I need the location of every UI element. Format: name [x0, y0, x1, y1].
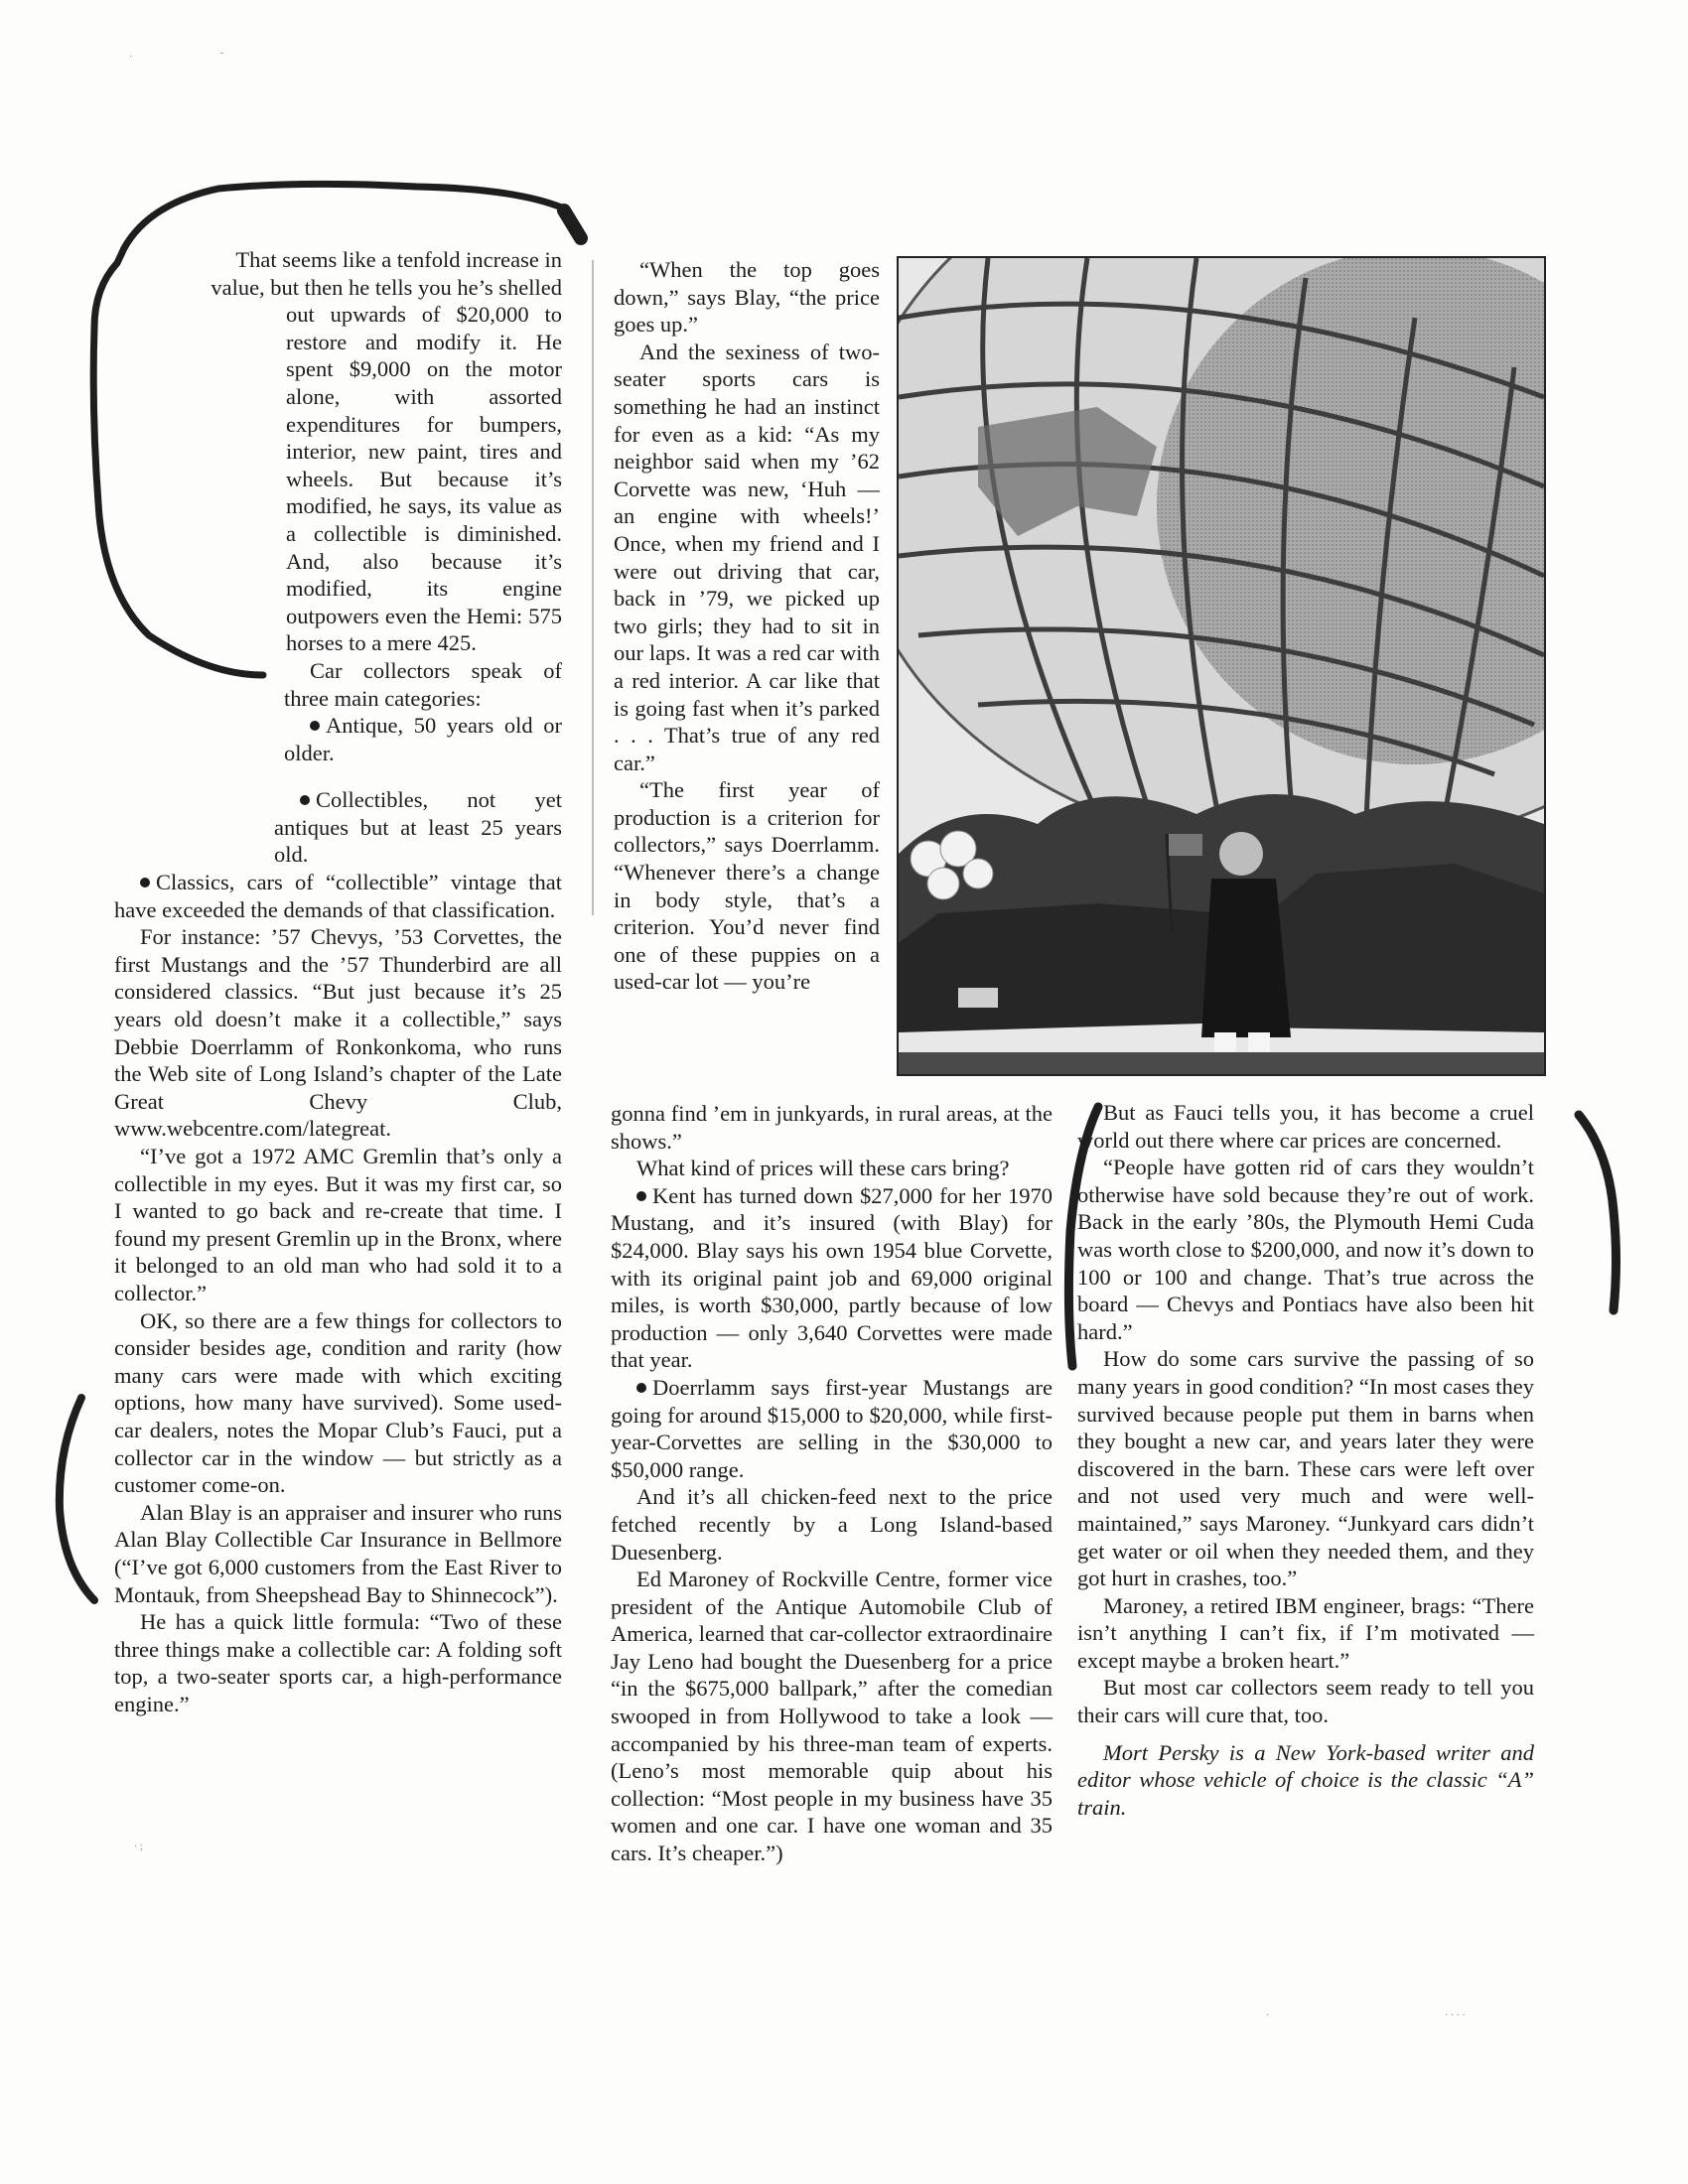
- paragraph: “The first year of production is a criterion for collectors,” says Doerrlamm. “Whenever there’s a change in body style, that’s a criterion. You’d never find one of these puppies on a used-car lot — you’re: [614, 777, 880, 995]
- paren-left-middle-mark: [60, 1398, 94, 1600]
- paragraph: How do some cars survive the passing of so many years in good condition? “In most cases they survived because people put them in barns when they bought a new car, and years later they were discovered in the barn. These cars were left over and not used very much and were well-maintained,” says Maroney. “Junkyard cars didn’t get water or oil when they needed them, and they got hurt in crashes, too.”: [1077, 1346, 1534, 1591]
- paragraph: OK, so there are a few things for collectors to consider besides age, condition and rarity (how many cars were made with which exciting options, how many have survived). Some used-car dealers, notes the Mopar Club’s Fauci, put a collector car in the window — but strictly as a customer come-on.: [114, 1307, 562, 1498]
- bullet-text: Antique, 50 years old or older.: [284, 713, 562, 765]
- paragraph: He has a quick little formula: “Two of these three things make a collectible car: A folding soft top, a two-seater sports car, a high-performance engine.”: [114, 1609, 562, 1716]
- bracket-top-left-tip: [564, 210, 581, 238]
- paragraph: gonna find ’em in junkyards, in rural areas, at the shows.”: [611, 1101, 1053, 1154]
- bullet-icon: [140, 878, 150, 887]
- bullet-icon: [310, 721, 320, 731]
- paragraph: And it’s all chicken-feed next to the price fetched recently by a Long Island-based Duesenberg.: [611, 1484, 1053, 1565]
- paragraph: But as Fauci tells you, it has become a cruel world out there where car prices are concerned.: [1077, 1100, 1534, 1153]
- article-column-1: [114, 246, 562, 1717]
- paragraph-line: value, but then he tells you he’s shelled: [211, 274, 562, 300]
- scan-speck: -: [220, 48, 224, 59]
- bullet-icon: [300, 795, 310, 805]
- paragraph: For instance: ’57 Chevys, ’53 Corvettes, the first Mustangs and the ’57 Thunderbird are all considered classics. “But just because it’s 25 years old doesn’t make it a collectible,” says Debbie Doerrlamm of Ronkonkoma, who runs the Web site of Long Island’s chapter of the Late Great Chevy Club, www.webcentre.com/lategreat.: [114, 924, 562, 1142]
- author-bio: Mort Persky is a New York-based writer and editor whose vehicle of choice is the classic “A” train.: [1077, 1739, 1534, 1820]
- article-column-3: [1077, 1099, 1534, 1821]
- paragraph: Ed Maroney of Rockville Centre, former vice president of the Antique Automobile Club of America, learned that car-collector extraordinaire Jay Leno had bought the Duesenberg for a price “in the $675,000 ballpark,” after the comedian swooped in from Hollywood to take a look — accompanied by his three-man team of experts. (Leno’s most memorable quip about his collection: “Most people in my business have 35 women and one car. I have one woman and 35 cars. It’s cheaper.”): [611, 1567, 1053, 1866]
- unisphere-photo-illustration: [899, 258, 1544, 1074]
- paragraph: “People have gotten rid of cars they wouldn’t otherwise have sold because they’re out of work. Back in the early ’80s, the Plymouth Hemi Cuda was worth close to $200,000, and now it’s down to 100 or 100 and change. That’s true across the board — Chevys and Pontiacs have also been hit hard.”: [1077, 1155, 1534, 1344]
- paragraph: “When the top goes down,” says Blay, “the price goes up.”: [614, 257, 880, 338]
- article-column-2-bottom: [611, 1100, 1053, 1867]
- mustang-left: [899, 903, 1236, 1032]
- paragraph: What kind of prices will these cars bring?: [636, 1156, 1010, 1181]
- person-head: [1219, 832, 1263, 876]
- bullet-text: Classics, cars of “collectible” vintage that have exceeded the demands of that classification.: [114, 870, 562, 922]
- bullet-item: [611, 1182, 1053, 1374]
- paragraph: But most car collectors seem ready to tell you their cars will cure that, too.: [1077, 1675, 1534, 1728]
- bullet-text: Collectibles, not yet antiques but at least 25 years old.: [274, 787, 562, 868]
- bullet-icon: [636, 1383, 646, 1393]
- bullet-item: [114, 869, 562, 923]
- paragraph: “I’ve got a 1972 AMC Gremlin that’s only a collectible in my eyes. But it was my first car, so I wanted to go back and re-create that time. I found my present Gremlin up in the Bronx, where it belonged to an old man who had sold it to a collector.”: [114, 1144, 562, 1305]
- bullet-item: [611, 1374, 1053, 1483]
- paren-right-edge-mark: [1579, 1115, 1617, 1310]
- flag: [1169, 834, 1202, 856]
- paragraph: Maroney, a retired IBM engineer, brags: “There isn’t anything I can’t fix, if I’m motivated — except maybe a broken heart.”: [1077, 1592, 1534, 1673]
- article-photo: [897, 256, 1546, 1076]
- scan-speck: · ;: [134, 1842, 143, 1852]
- column-divider: [592, 260, 594, 915]
- bullet-text: Kent has turned down $27,000 for her 1970 Mustang, and it’s insured (with Blay) for $24,000. Blay says his own 1954 blue Corvette, with its original paint job and 69,000 original miles, is worth $30,000, partly because of low production — only 3,640 Corvettes were made that year.: [611, 1182, 1053, 1373]
- bullet-icon: [636, 1191, 646, 1201]
- paragraph-line: That seems like a tenfold increase in: [235, 247, 562, 272]
- bullet-item: [284, 712, 562, 766]
- scan-speck: ·: [1266, 2010, 1270, 2021]
- paragraph: And the sexiness of two-seater sports cars is something he had an instinct for even as a kid: “As my neighbor said when my ’62 Corvette was new, ‘Huh — an engine with wheels!’ Once, when my friend and I were out driving that car, back in ’79, we picked up two girls; they had to sit in our laps. It was a red car with a red interior. A car like that is going fast when it’s parked . . . That’s true of any red car.”: [614, 339, 880, 775]
- bullet-item: [274, 786, 562, 869]
- paragraph: out upwards of $20,000 to restore and modify it. He spent $9,000 on the motor alone, with assorted expenditures for bumpers, interior, new paint, tires and wheels. But because it’s modified, he says, its value as a collectible is diminished. And, also because it’s modified, its engine outpowers even the Hemi: 575 horses to a mere 425.: [286, 302, 562, 656]
- paragraph: Alan Blay is an appraiser and insurer who runs Alan Blay Collectible Car Insurance in Bellmore (“I’ve got 6,000 customers from the East River to Montauk, from Sheepshead Bay to Shinnecock”).: [114, 1499, 562, 1607]
- article-column-2-top: [614, 256, 880, 996]
- mustang-right: [1256, 864, 1544, 1032]
- paragraph: Car collectors speak of three main categories:: [284, 657, 562, 711]
- person-coat: [1201, 879, 1291, 1037]
- scan-speck: · · · ·: [1445, 2010, 1466, 2021]
- bullet-text: Doerrlamm says first-year Mustangs are going for around $15,000 to $20,000, while first-year-Corvettes are selling in the $30,000 to $50,000 range.: [611, 1374, 1053, 1482]
- scan-speck: ·: [129, 52, 133, 63]
